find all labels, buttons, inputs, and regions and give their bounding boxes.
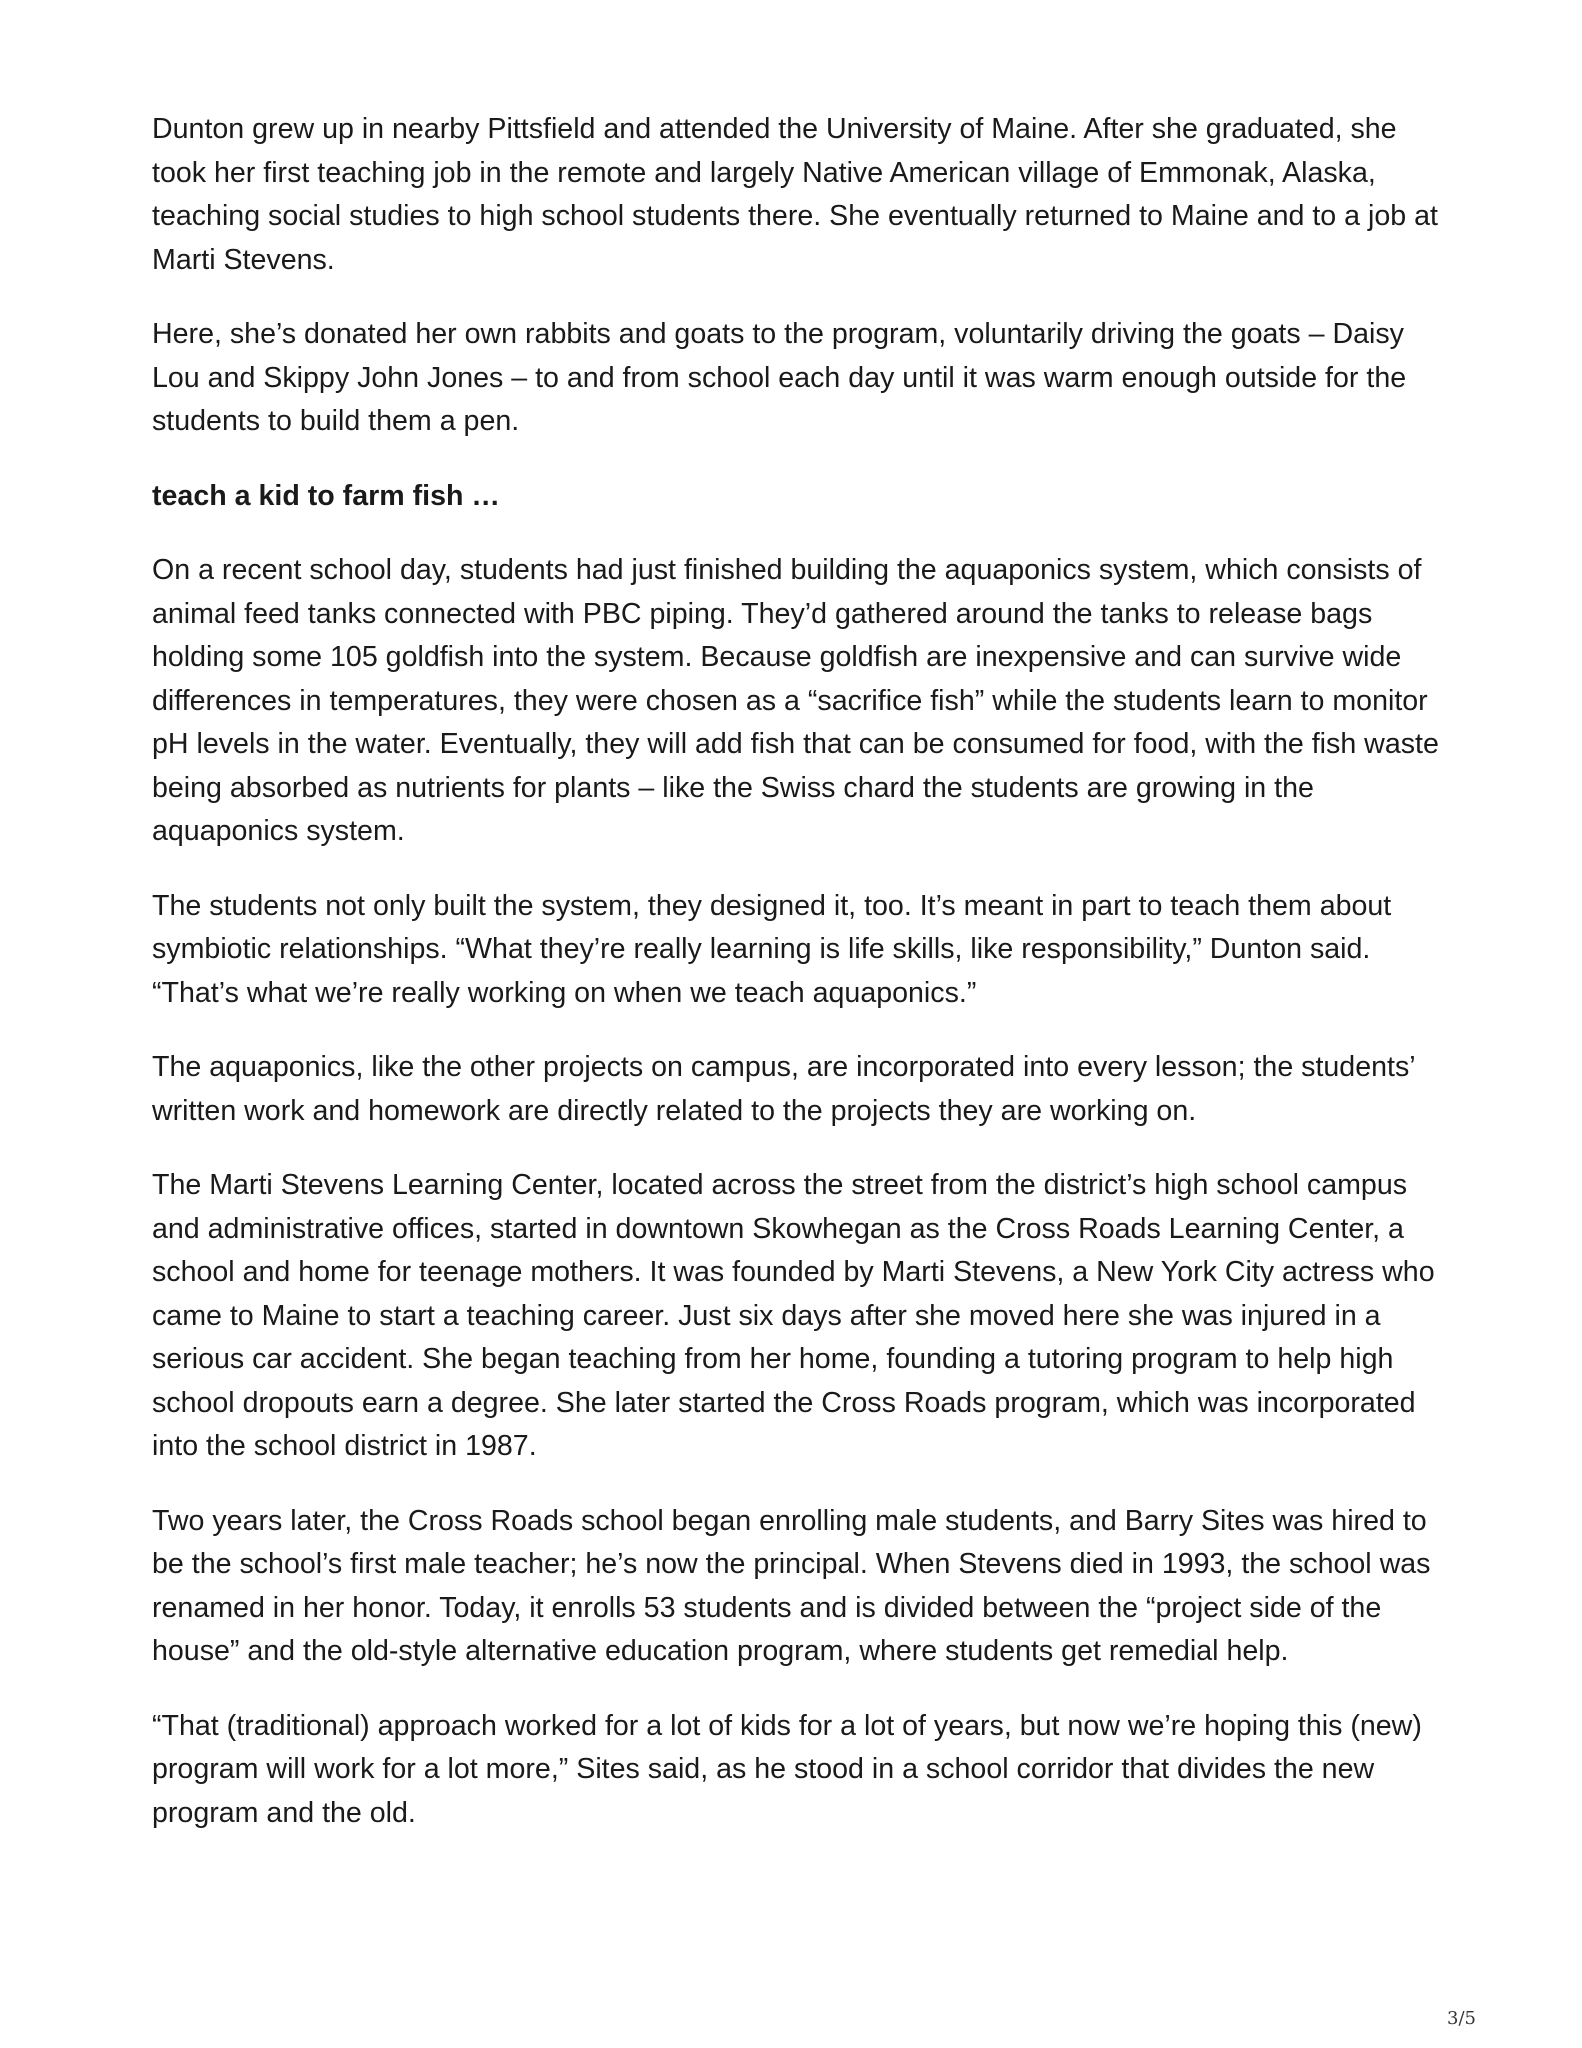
- paragraph-sites-quote: “That (traditional) approach worked for a lot of kids for a lot of years, but now we’re hoping this (new) program will work for a lot more,” Sites said, as he stood in a school corridor that divides the new program and the old.: [152, 1709, 1422, 1829]
- article-body: [152, 108, 1442, 1866]
- paragraph-rabbits-goats: Here, she’s donated her own rabbits and goats to the program, voluntarily driving the goats – Daisy Lou and Skippy John Jones – to and from school each day until it was warm enough outside for the students to build them a pen.: [152, 318, 1407, 437]
- section-subheading: teach a kid to farm fish …: [152, 479, 500, 512]
- paragraph-symbiotic-relationships: The students not only built the system, they designed it, too. It’s meant in part to teach them about symbiotic relationships. “What they’re really learning is life skills, like responsibility,” Dunton said. “That’s what we’re really working on when we teach aquaponics.”: [152, 889, 1392, 1009]
- page-number: 3/5: [1447, 2008, 1476, 2029]
- paragraph-barry-sites: Two years later, the Cross Roads school began enrolling male students, and Barry Sites was hired to be the school’s first male teacher; he’s now the principal. When Stevens died in 1993, the school was renamed in her honor. Today, it enrolls 53 students and is divided between the “project side of the house” and the old-style alternative education program, where students get remedial help.: [152, 1504, 1431, 1667]
- paragraph-aquaponics-system: On a recent school day, students had just finished building the aquaponics system, which consists of animal feed tanks connected with PBC piping. They’d gathered around the tanks to release bags holding some 105 goldfish into the system. Because goldfish are inexpensive and can survive wide differences in temperatures, they were chosen as a “sacrifice fish” while the students learn to monitor pH levels in the water. Eventually, they will add fish that can be consumed for food, with the fish waste being absorbed as nutrients for plants – like the Swiss chard the students are growing in the aquaponics system.: [152, 554, 1439, 847]
- paragraph-lessons: The aquaponics, like the other projects on campus, are incorporated into every lesson; the students’ written work and homework are directly related to the projects they are working on.: [152, 1051, 1415, 1127]
- paragraph-center-history: The Marti Stevens Learning Center, located across the street from the district’s high school campus and administrative offices, started in downtown Skowhegan as the Cross Roads Learning Center, a school and home for teenage mothers. It was founded by Marti Stevens, a New York City actress who came to Maine to start a teaching career. Just six days after she moved here she was injured in a serious car accident. She began teaching from her home, founding a tutoring program to help high school dropouts earn a degree. She later started the Cross Roads program, which was incorporated into the school district in 1987.: [152, 1169, 1435, 1462]
- paragraph-dunton-background: Dunton grew up in nearby Pittsfield and attended the University of Maine. After she graduated, she took her first teaching job in the remote and largely Native American village of Emmonak, Alaska, teaching social studies to high school students there. She eventually returned to Maine and to a job at Marti Stevens.: [152, 113, 1438, 276]
